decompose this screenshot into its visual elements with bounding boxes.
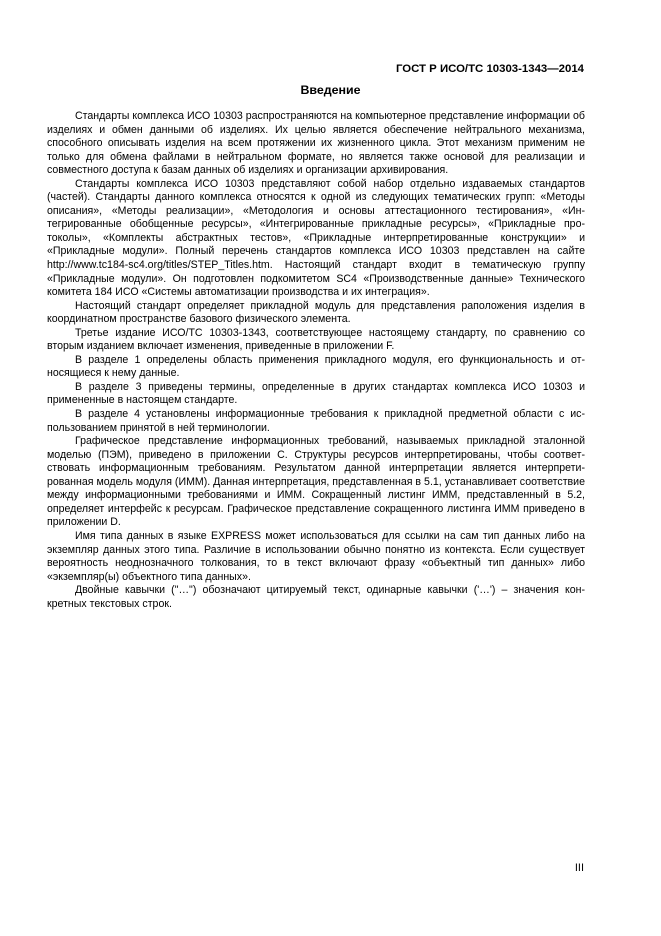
document-designation: ГОСТ Р ИСО/ТС 10303-1343—2014 [395,63,584,75]
paragraph: В разделе 4 установлены информационные требования к прикладной предметной области с использованием принятой в ней терминологии. [47,408,585,434]
paragraph: В разделе 1 определены область применения прикладного модуля, его функциональность и относящиеся к нему данные. [47,353,585,380]
paragraph: Двойные кавычки ("…") обозначают цитируемый текст, одинарные кавычки ('…') – значения конкретных текстовых строк. [47,584,585,610]
paragraph: Настоящий стандарт определяет прикладной модуль для представления раположения изделия в координатном пространстве базового физического элемента. [47,299,585,326]
paragraph: Третье издание ИСО/ТС 10303-1343, соответствующее настоящему стандарту, по сравнению со вторым изданием включает изменения, приведенные в приложении F. [47,326,585,353]
introduction-body [47,110,585,611]
paragraph: Стандарты комплекса ИСО 10303 представляют собой набор отдельно издаваемых стандартов (частей). Стандарты данного комплекса относятся к одной из следующих тематических групп: «Методы описания», «Методы реализации», «Методология и основы аттестационного тестирования», «Интегрированные обобщенные ресурсы», «Интегрированные прикладные ресурсы», «Прикладные протоколы», «Комплекты абстрактных тестов», «Прикладные интерпретированные конструкции» и «Прикладные модули». Полный перечень стандартов комплекса ИСО 10303 представлен на сайте http://www.tc184-sc4.org/titles/STEP_Titles.htm. Настоящий стандарт входит в тематическую группу «Прикладные модули». Он подготовлен подкомитетом SC4 «Производственные данные» Технического комитета 184 ИСО «Системы автоматизации производства и их интеграция». [47,177,585,299]
page-number: III [574,862,584,874]
paragraph: В разделе 3 приведены термины, определенные в других стандартах комплекса ИСО 10303 и примененные в настоящем стандарте. [47,380,585,407]
paragraph: Графическое представление информационных требований, называемых прикладной эталонной моделью (ПЭМ), приведено в приложении С. Структуры ресурсов интерпретированы, чтобы соответствовать информационным требованиям. Результатом данной интерпретации является интерпретированная модель модуля (ИММ). Данная интерпретация, представленная в 5.1, устанавливает соответствие между информационными требованиями и ИММ. Сокращенный листинг ИММ, представленный в 5.2, определяет интерфейс к ресурсам. Графическое представление сокращенного листинга ИММ приведено в приложении D. [47,435,585,529]
paragraph: Стандарты комплекса ИСО 10303 распространяются на компьютерное представление информации об изделиях и обмен данными об изделиях. Их целью является обеспечение нейтрального механизма, способного описывать изделия на всем протяжении их жизненного цикла. Этот механизм применим не только для обмена файлами в нейтральном формате, но является также основой для реализации и совместного доступа к базам данных об изделиях и организации архивирования. [47,110,585,177]
paragraph: Имя типа данных в языке EXPRESS может использоваться для ссылки на сам тип данных либо на экземпляр данных этого типа. Различие в использовании обычно понятно из контекста. Если существует вероятность неоднозначного толкования, то в текст включают фразу «объектный тип данных» либо «экземпляр(ы) объектного типа данных». [47,529,585,583]
section-title: Введение [300,83,361,97]
